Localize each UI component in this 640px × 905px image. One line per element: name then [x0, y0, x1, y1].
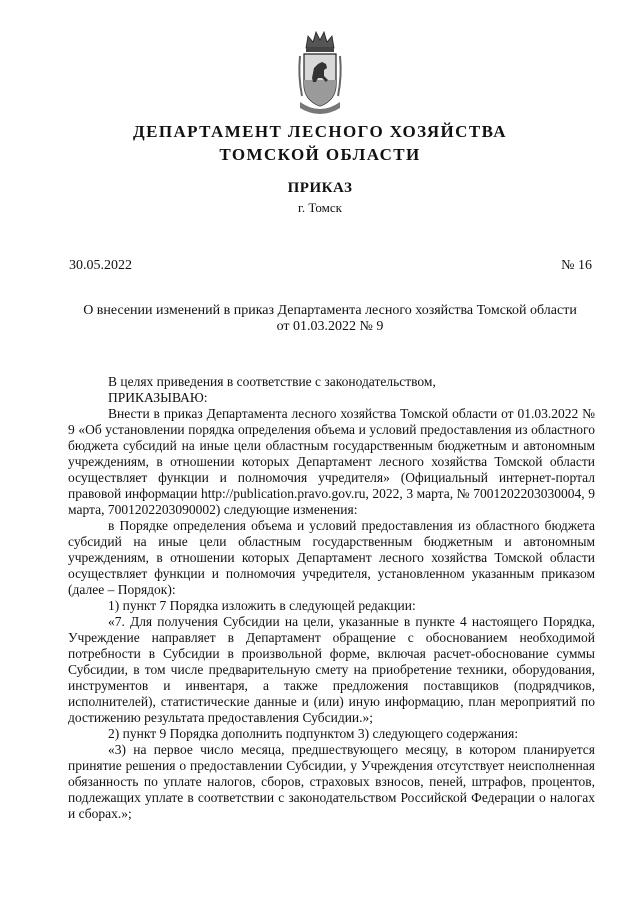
- document-type: ПРИКАЗ: [287, 180, 353, 196]
- document-date: 30.05.2022: [69, 258, 132, 273]
- body-paragraph-5: 1) пункт 7 Порядка изложить в следующей редакции:: [108, 598, 416, 613]
- org-line-1: ДЕПАРТАМЕНТ ЛЕСНОГО ХОЗЯЙСТВА: [133, 122, 507, 141]
- organization-title: [0, 120, 640, 166]
- body-paragraph-7: 2) пункт 9 Порядка дополнить подпунктом 3) следующего содержания:: [108, 726, 519, 741]
- document-number: № 16: [561, 258, 592, 273]
- body-paragraph-6: «7. Для получения Субсидии на цели, указанные в пункте 4 настоящего Порядка, Учреждение направляет в Департамент обращение с обоснованием необходимой потребности в Субсидии в произвольной форме, включая расчет-обоснование суммы Субсидии, в том числе предварительную смету на приобретение техники, оборудования, инструментов и инвентаря, а также предложения поставщиков (подрядчиков, исполнителей), статистические данные и (или) иную информацию, план мероприятий по достижению результата предоставления Субсидии.»;: [68, 614, 595, 725]
- document-subject: [60, 303, 600, 335]
- org-line-2: ТОМСКОЙ ОБЛАСТИ: [219, 145, 421, 164]
- body-paragraph-1: В целях приведения в соответствие с законодательством,: [108, 374, 436, 389]
- tomsk-coat-of-arms-icon: [296, 26, 344, 114]
- body-paragraph-2: ПРИКАЗЫВАЮ:: [108, 390, 208, 405]
- body-paragraph-4: в Порядке определения объема и условий предоставления из областного бюджета субсидий на иные цели областным государственным бюджетным и автономным учреждениям, в отношении которых Департамент лесного хозяйства Томской области осуществляет функции и полномочия учредителя, установленном указанным приказом (далее – Порядок):: [68, 518, 595, 597]
- document-body: [68, 374, 595, 822]
- body-paragraph-8: «3) на первое число месяца, предшествующего месяцу, в котором планируется принятие решения о предоставлении Субсидии, у Учреждения отсутствует неисполненная обязанность по уплате налогов, сборов, страховых взносов, пеней, штрафов, процентов, подлежащих уплате в соответствии с законодательством Российской Федерации о налогах и сборах.»;: [68, 742, 595, 821]
- subject-line-2: от 01.03.2022 № 9: [276, 319, 384, 334]
- subject-line-1: О внесении изменений в приказ Департамента лесного хозяйства Томской области: [83, 303, 577, 318]
- document-city: г. Томск: [298, 200, 342, 215]
- body-paragraph-3: Внести в приказ Департамента лесного хозяйства Томской области от 01.03.2022 № 9 «Об установлении порядка определения объема и условий предоставления из областного бюджета субсидий на иные цели областным государственным бюджетным и автономным учреждениям, в отношении которых Департамент лесного хозяйства Томской области осуществляет функции и полномочия учредителя» (Официальный интернет-портал правовой информации http://publication.pravo.gov.ru, 2022, 3 марта, № 7001202203030004, 9 марта, 7001202203090002) следующие изменения:: [68, 406, 595, 517]
